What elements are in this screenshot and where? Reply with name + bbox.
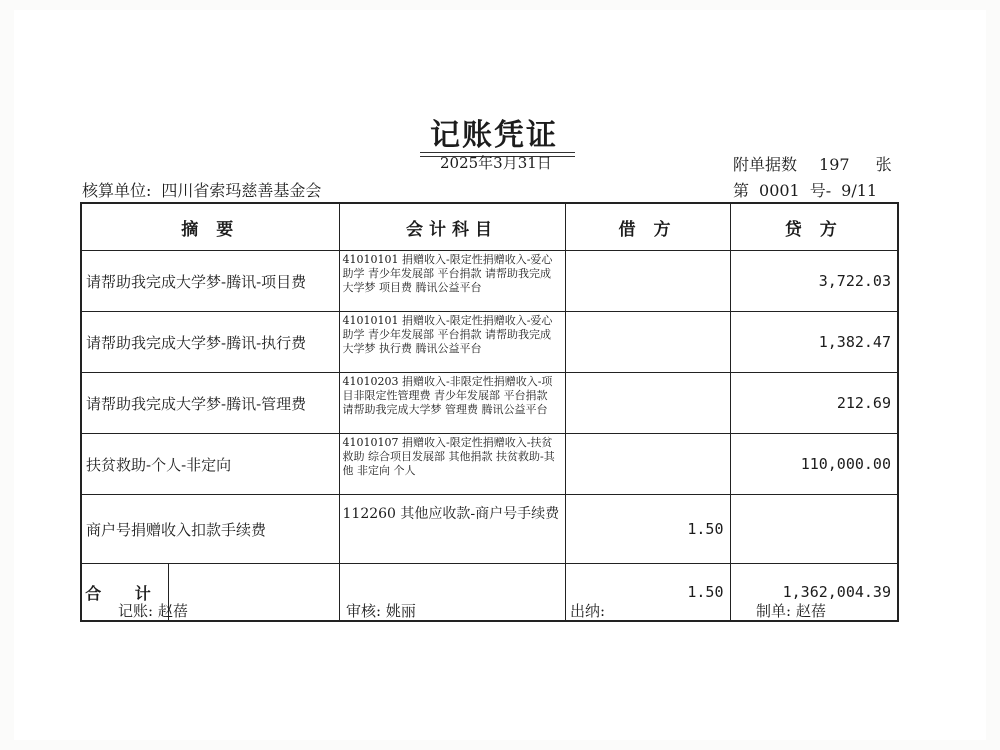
row-debit: 1.50 [565,495,730,564]
accounting-unit-label: 核算单位: [82,181,152,200]
voucher-number [733,178,887,201]
row-summary: 扶贫救助-个人-非定向 [81,434,339,495]
row-credit [730,495,898,564]
row-credit: 212.69 [730,373,898,434]
row-summary: 商户号捐赠收入扣款手续费 [81,495,339,564]
voucher-title: 记账凭证 [430,118,558,153]
row-subject: 41010101 捐赠收入-限定性捐赠收入-爱心助学 青少年发展部 平台捐款 请帮助我完成大学梦 项目费 腾讯公益平台 [339,251,565,312]
voucher-number-mid: 号- [809,181,832,200]
row-debit [565,434,730,495]
accounting-unit-value: 四川省索玛慈善基金会 [161,181,322,200]
row-summary: 请帮助我完成大学梦-腾讯-项目费 [81,251,339,312]
voucher-table [80,202,899,622]
header-credit: 贷 方 [730,203,898,251]
voucher-number-value: 0001 [759,181,800,200]
voucher-page: 9/11 [841,181,878,200]
voucher-number-prefix: 第 [733,181,750,200]
row-subject: 112260 其他应收款-商户号手续费 [339,495,565,564]
bookkeeper-signature: 记账: 赵蓓 [118,602,188,620]
accounting-unit [82,178,321,201]
cashier-signature: 出纳: [570,602,606,620]
row-subject: 41010101 捐赠收入-限定性捐赠收入-爱心助学 青少年发展部 平台捐款 请帮助我完成大学梦 执行费 腾讯公益平台 [339,312,565,373]
table-row [81,434,898,495]
header-summary: 摘 要 [81,203,339,251]
row-credit: 3,722.03 [730,251,898,312]
header-subject: 会计科目 [339,203,565,251]
row-debit [565,312,730,373]
attachment-count [733,152,892,175]
row-credit: 1,382.47 [730,312,898,373]
voucher-date: 2025年3月31日 [440,154,552,172]
preparer-signature: 制单: 赵蓓 [756,602,826,620]
row-subject: 41010107 捐赠收入-限定性捐赠收入-扶贫救助 综合项目发展部 其他捐款 扶贫救助-其他 非定向 个人 [339,434,565,495]
row-credit: 110,000.00 [730,434,898,495]
attachment-label: 附单据数 [733,155,798,174]
total-debit: 1.50 [565,564,730,622]
total-credit: 1,362,004.39 [730,564,898,622]
row-debit [565,373,730,434]
row-summary: 请帮助我完成大学梦-腾讯-管理费 [81,373,339,434]
table-row [81,251,898,312]
table-row [81,312,898,373]
row-debit [565,251,730,312]
attachment-number: 197 [819,155,850,174]
row-subject: 41010203 捐赠收入-非限定性捐赠收入-项目非限定性管理费 青少年发展部 平台捐款 请帮助我完成大学梦 管理费 腾讯公益平台 [339,373,565,434]
table-header-row [81,203,898,251]
total-label: 合 计 [82,564,169,620]
attachment-unit: 张 [875,155,892,174]
table-row [81,495,898,564]
reviewer-signature: 审核: 姚丽 [346,602,416,620]
table-row [81,373,898,434]
header-debit: 借 方 [565,203,730,251]
row-summary: 请帮助我完成大学梦-腾讯-执行费 [81,312,339,373]
